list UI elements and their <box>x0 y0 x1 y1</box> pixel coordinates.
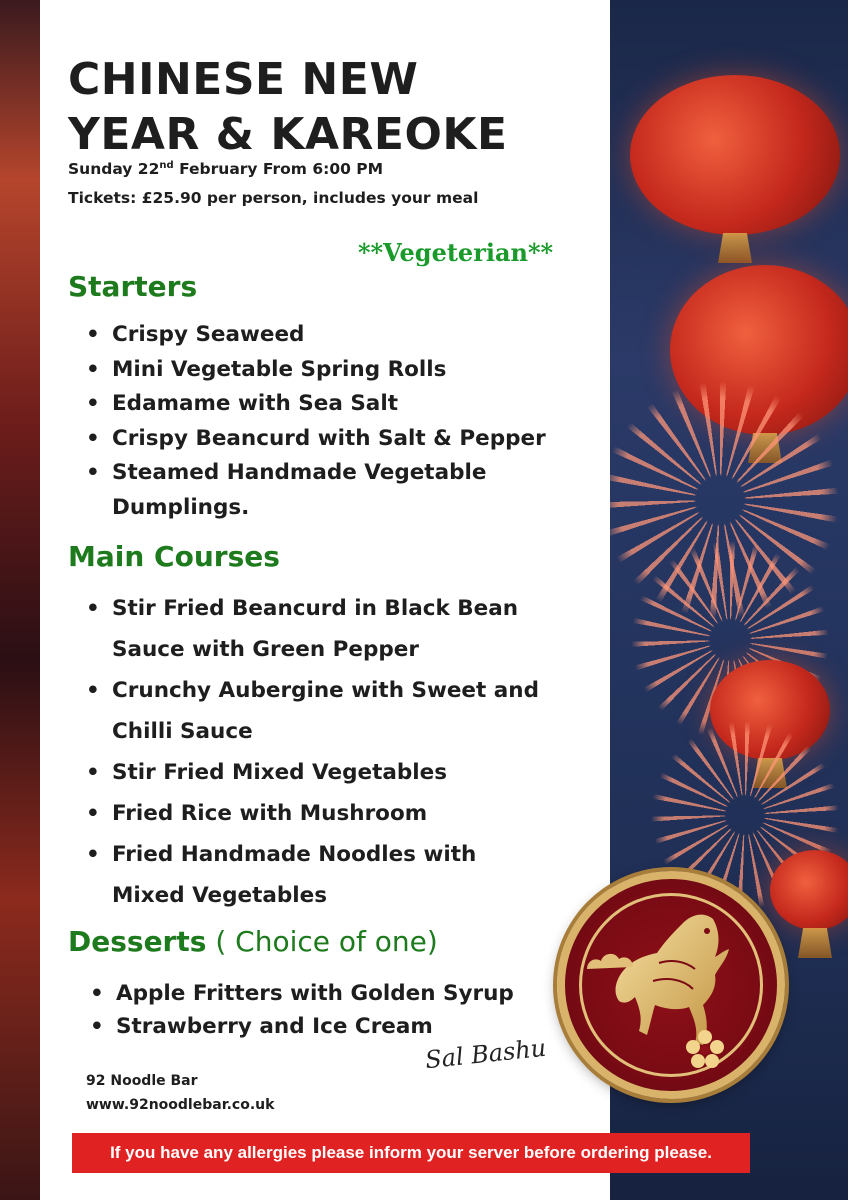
menu-item: • Crispy Beancurd with Salt & Pepper <box>70 422 570 457</box>
menu-item: • Mini Vegetable Spring Rolls <box>70 353 570 388</box>
starters-list <box>70 318 570 525</box>
desserts-title: Desserts <box>68 925 207 958</box>
main-courses-list <box>70 588 540 916</box>
menu-item: • Stir Fried Mixed Vegetables <box>70 752 540 793</box>
desserts-heading <box>68 925 438 958</box>
menu-item: • Crispy Seaweed <box>70 318 570 353</box>
red-lantern-icon <box>770 850 848 930</box>
menu-item: • Fried Rice with Mushroom <box>70 793 540 834</box>
title-line-1: CHINESE NEW <box>68 54 419 105</box>
restaurant-website[interactable]: www.92noodlebar.co.uk <box>86 1097 275 1113</box>
menu-item: • Edamame with Sea Salt <box>70 387 570 422</box>
flower-icon <box>685 1029 725 1069</box>
menu-type-label: **Vegeterian** <box>358 238 554 267</box>
cloud-icon <box>585 949 635 973</box>
menu-item: • Crunchy Aubergine with Sweet and Chilli Sauce <box>70 670 540 752</box>
desserts-note: ( Choice of one) <box>206 925 438 958</box>
date-prefix: Sunday 22 <box>68 160 160 179</box>
left-decorative-strip <box>0 0 40 1200</box>
menu-item: • Steamed Handmade Vegetable Dumplings. <box>70 456 570 525</box>
event-title <box>68 52 508 162</box>
menu-item: • Fried Handmade Noodles with Mixed Vegetables <box>70 834 540 916</box>
starters-heading: Starters <box>68 270 198 303</box>
desserts-list <box>74 977 554 1043</box>
event-date <box>68 160 383 178</box>
date-rest: February From 6:00 PM <box>173 160 384 179</box>
zodiac-horse-emblem <box>557 871 785 1099</box>
allergy-notice-banner: If you have any allergies please inform your server before ordering please. <box>72 1133 750 1173</box>
signature: Sal Bashu <box>423 1033 548 1075</box>
date-suffix: nd <box>159 160 174 171</box>
menu-item: • Stir Fried Beancurd in Black Bean Sauce with Green Pepper <box>70 588 540 670</box>
menu-item: • Strawberry and Ice Cream <box>74 1010 554 1043</box>
main-courses-heading: Main Courses <box>68 540 280 573</box>
red-lantern-icon <box>630 75 840 235</box>
title-line-2: YEAR & KAREOKE <box>68 109 508 160</box>
ticket-price: Tickets: £25.90 per person, includes your meal <box>68 189 479 207</box>
restaurant-name: 92 Noodle Bar <box>86 1073 198 1089</box>
menu-item: • Apple Fritters with Golden Syrup <box>74 977 554 1010</box>
